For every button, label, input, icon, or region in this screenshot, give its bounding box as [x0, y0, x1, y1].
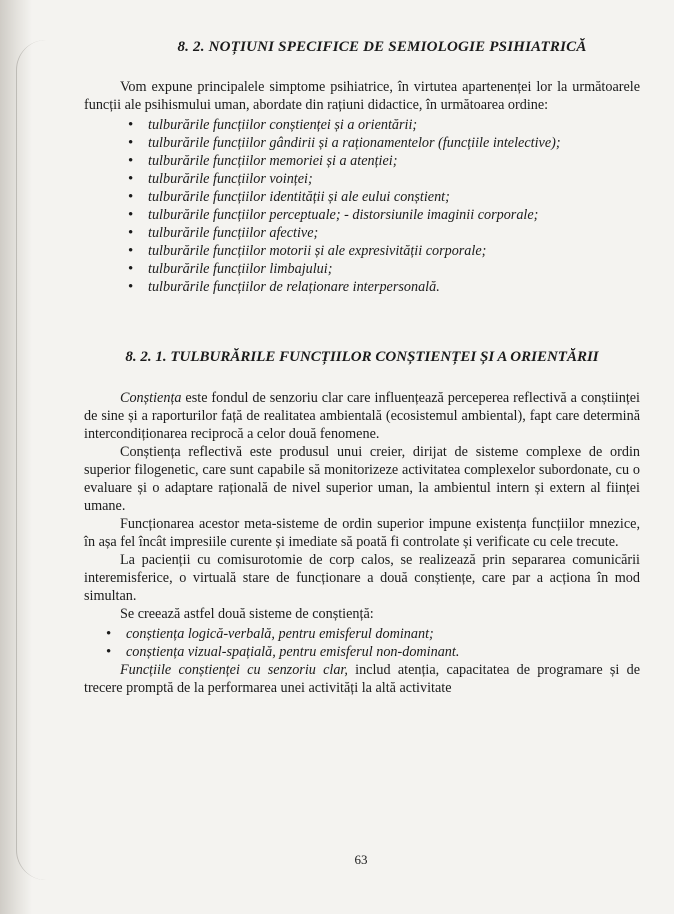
paragraph-comisurotomie: La pacienții cu comisurotomie de corp calos, se realizează prin separarea comunicării interemisferice, o virtuală stare de funcționare a două conștiențe, care par a acționa în mod simultan.	[84, 552, 640, 604]
list-item: • conștiența logică-verbală, pentru emisferul dominant;	[106, 625, 640, 643]
paragraph-constienta	[84, 389, 640, 443]
paragraph-text: este fondul de senzoriu clar care influențează perceperea reflectivă a conștiinței de sine și a raporturilor față de realitatea ambientală (ecosistemul ambiental), fapt care determină intercondiționarea reciprocă a celor două fenomene.	[84, 390, 640, 442]
page-content	[84, 38, 640, 697]
list-item: • tulburările funcțiilor voinței;	[128, 170, 640, 188]
list-item: • tulburările funcțiilor limbajului;	[128, 260, 640, 278]
list-item: • tulburările funcțiilor conștienței și a orientării;	[128, 116, 640, 134]
list-item: • tulburările funcțiilor gândirii și a raționamentelor (funcțiile intelective);	[128, 134, 640, 152]
subsection-heading-block	[84, 348, 640, 367]
term-constienta: Conștiența	[120, 390, 182, 406]
list-item: • tulburările funcțiilor motorii și ale expresivității corporale;	[128, 242, 640, 260]
term-functiile: Funcțiile conștienței cu senzoriu clar,	[120, 662, 348, 678]
section-title: 8. 2. NOȚIUNI SPECIFICE DE SEMIOLOGIE PSIHIATRICĂ	[177, 39, 587, 55]
paragraph-constienta-reflectiva: Conștiența reflectivă este produsul unui creier, dirijat de sisteme complexe de ordin superior filogenetic, care sunt capabile să monitorizeze activitatea complexelor subordonate, cu o evaluare și o adaptare rațională de nivel superior uman, la ambientul intern și extern al ființei umane.	[84, 444, 640, 514]
list-item: • tulburările funcțiilor identității și ale eului conștient;	[128, 188, 640, 206]
paragraph-doua-sisteme: Se creează astfel două sisteme de conștiență:	[120, 606, 374, 622]
consciousness-list	[84, 625, 640, 661]
list-item: • tulburările funcțiilor memoriei și a atenției;	[128, 152, 640, 170]
list-item: • conștiența vizual-spațială, pentru emisferul non-dominant.	[106, 643, 640, 661]
intro-paragraph: Vom expune principalele simptome psihiatrice, în virtutea apartenenței lor la următoarele funcții ale psihismului uman, abordate din rațiuni didactice, în următoarea ordine:	[84, 79, 640, 113]
subsection-title: 8. 2. 1. TULBURĂRILE FUNCȚIILOR CONȘTIENȚEI ȘI A ORIENTĂRII	[125, 349, 599, 365]
list-item: • tulburările funcțiilor perceptuale; - distorsiunile imaginii corporale;	[128, 206, 640, 224]
paragraph-functiile	[84, 661, 640, 697]
page-curl-edge	[16, 40, 51, 880]
list-item: • tulburările funcțiilor de relaționare interpersonală.	[128, 278, 640, 296]
page-number: 63	[354, 852, 368, 867]
function-list	[84, 116, 640, 296]
paragraph-text: includ atenția, capacitatea de programare și de trecere promptă de la performarea unei activități la altă activitate	[84, 662, 640, 696]
list-item: • tulburările funcțiilor afective;	[128, 224, 640, 242]
paragraph-meta-sisteme: Funcționarea acestor meta-sisteme de ordin superior impune existența funcțiilor mnezice, în așa fel încât impresiile curente și imediate să poată fi controlate și verificate cu cele trecute.	[84, 516, 640, 550]
